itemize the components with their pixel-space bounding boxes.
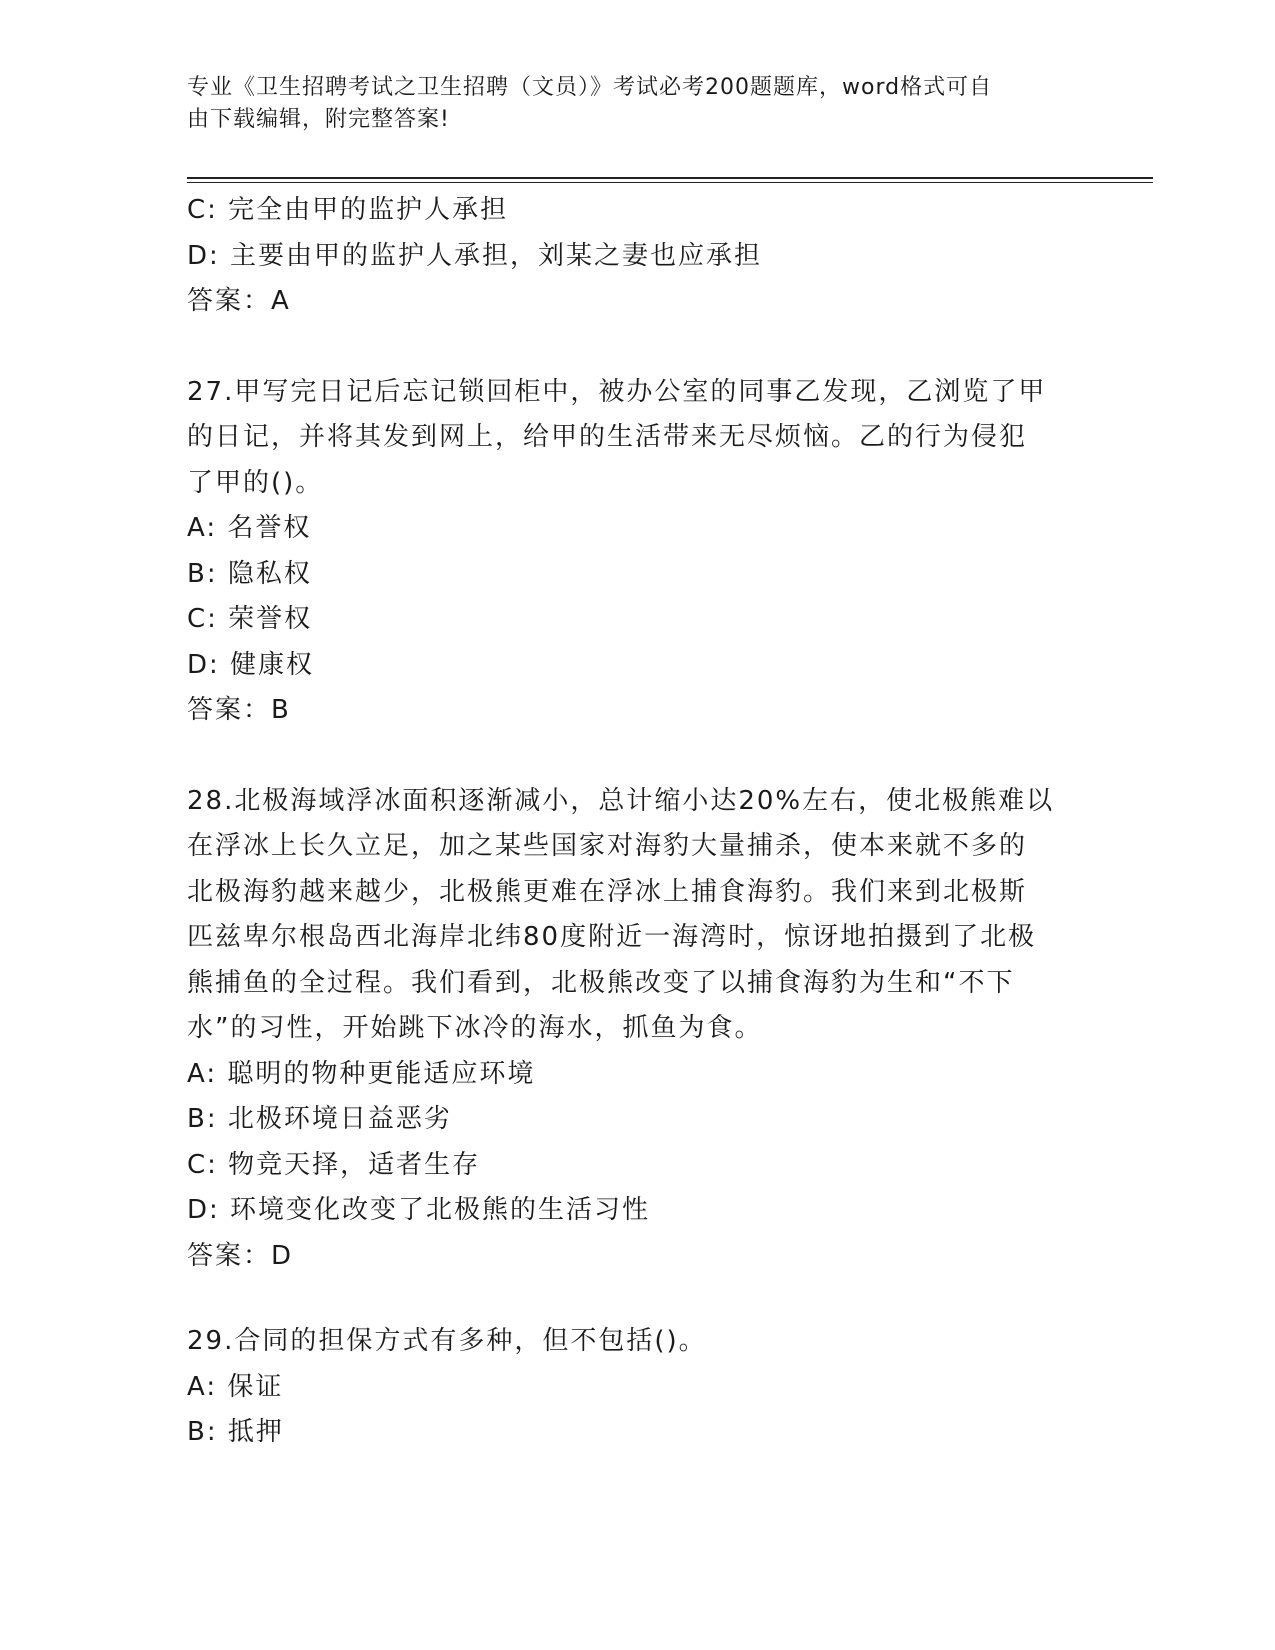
option-b: B: 北极环境日益恶劣 xyxy=(187,1104,452,1134)
question-text-line: 28.北极海域浮冰面积逐渐减小，总计缩小达20%左右，使北极熊难以 xyxy=(187,785,1055,816)
question-text-line: 了甲的()。 xyxy=(187,467,324,498)
option-d: D: 环境变化改变了北极熊的生活习性 xyxy=(187,1195,651,1225)
option-b: B: 抵押 xyxy=(187,1417,284,1447)
header-title-line-1: 专业《卫生招聘考试之卫生招聘（文员）》考试必考200题题库，word格式可自 xyxy=(187,75,993,100)
option-a: A: 聪明的物种更能适应环境 xyxy=(187,1058,536,1089)
document-header xyxy=(187,72,1067,136)
spacer xyxy=(187,325,1077,370)
option-c: C: 完全由甲的监护人承担 xyxy=(187,195,509,225)
option-c: C: 荣誉权 xyxy=(187,604,313,634)
spacer xyxy=(187,734,1077,779)
question-text-line: 在浮冰上长久立足，加之某些国家对海豹大量捕杀，使本来就不多的 xyxy=(187,831,1028,861)
spacer xyxy=(187,1279,1077,1319)
question-text-line: 匹兹卑尔根岛西北海岸北纬80度附近一海湾时，惊讶地拍摄到了北极 xyxy=(187,922,1037,952)
option-a: A: 保证 xyxy=(187,1371,284,1402)
question-text-line: 27.甲写完日记后忘记锁回柜中，被办公室的同事乙发现，乙浏览了甲 xyxy=(187,376,1047,407)
answer: 答案：B xyxy=(187,695,291,725)
option-b: B: 隐私权 xyxy=(187,558,312,589)
question-text-line: 熊捕鱼的全过程。我们看到，北极熊改变了以捕食海豹为生和“不下 xyxy=(187,967,1015,998)
question-28 xyxy=(187,779,1077,1280)
header-title-line-2: 由下载编辑，附完整答案! xyxy=(187,107,450,132)
question-text-line: 水”的习性，开始跳下冰冷的海水，抓鱼为食。 xyxy=(187,1013,763,1043)
header-divider-thin xyxy=(187,182,1153,183)
answer: 答案：A xyxy=(187,286,291,316)
option-d: D: 主要由甲的监护人承担，刘某之妻也应承担 xyxy=(187,240,763,271)
document-body xyxy=(187,188,1077,1456)
option-a: A: 名誉权 xyxy=(187,513,312,543)
question-text-line: 29.合同的担保方式有多种，但不包括()。 xyxy=(187,1326,707,1356)
question-text-line: 的日记，并将其发到网上，给甲的生活带来无尽烦恼。乙的行为侵犯 xyxy=(187,422,1028,452)
header-divider-thick xyxy=(187,177,1153,179)
question-29 xyxy=(187,1319,1077,1456)
option-d: D: 健康权 xyxy=(187,649,315,680)
question-text-line: 北极海豹越来越少，北极熊更难在浮冰上捕食海豹。我们来到北极斯 xyxy=(187,876,1028,907)
question-26-tail xyxy=(187,188,1077,325)
question-27 xyxy=(187,370,1077,734)
answer: 答案：D xyxy=(187,1240,294,1271)
option-c: C: 物竞天择，适者生存 xyxy=(187,1149,481,1180)
